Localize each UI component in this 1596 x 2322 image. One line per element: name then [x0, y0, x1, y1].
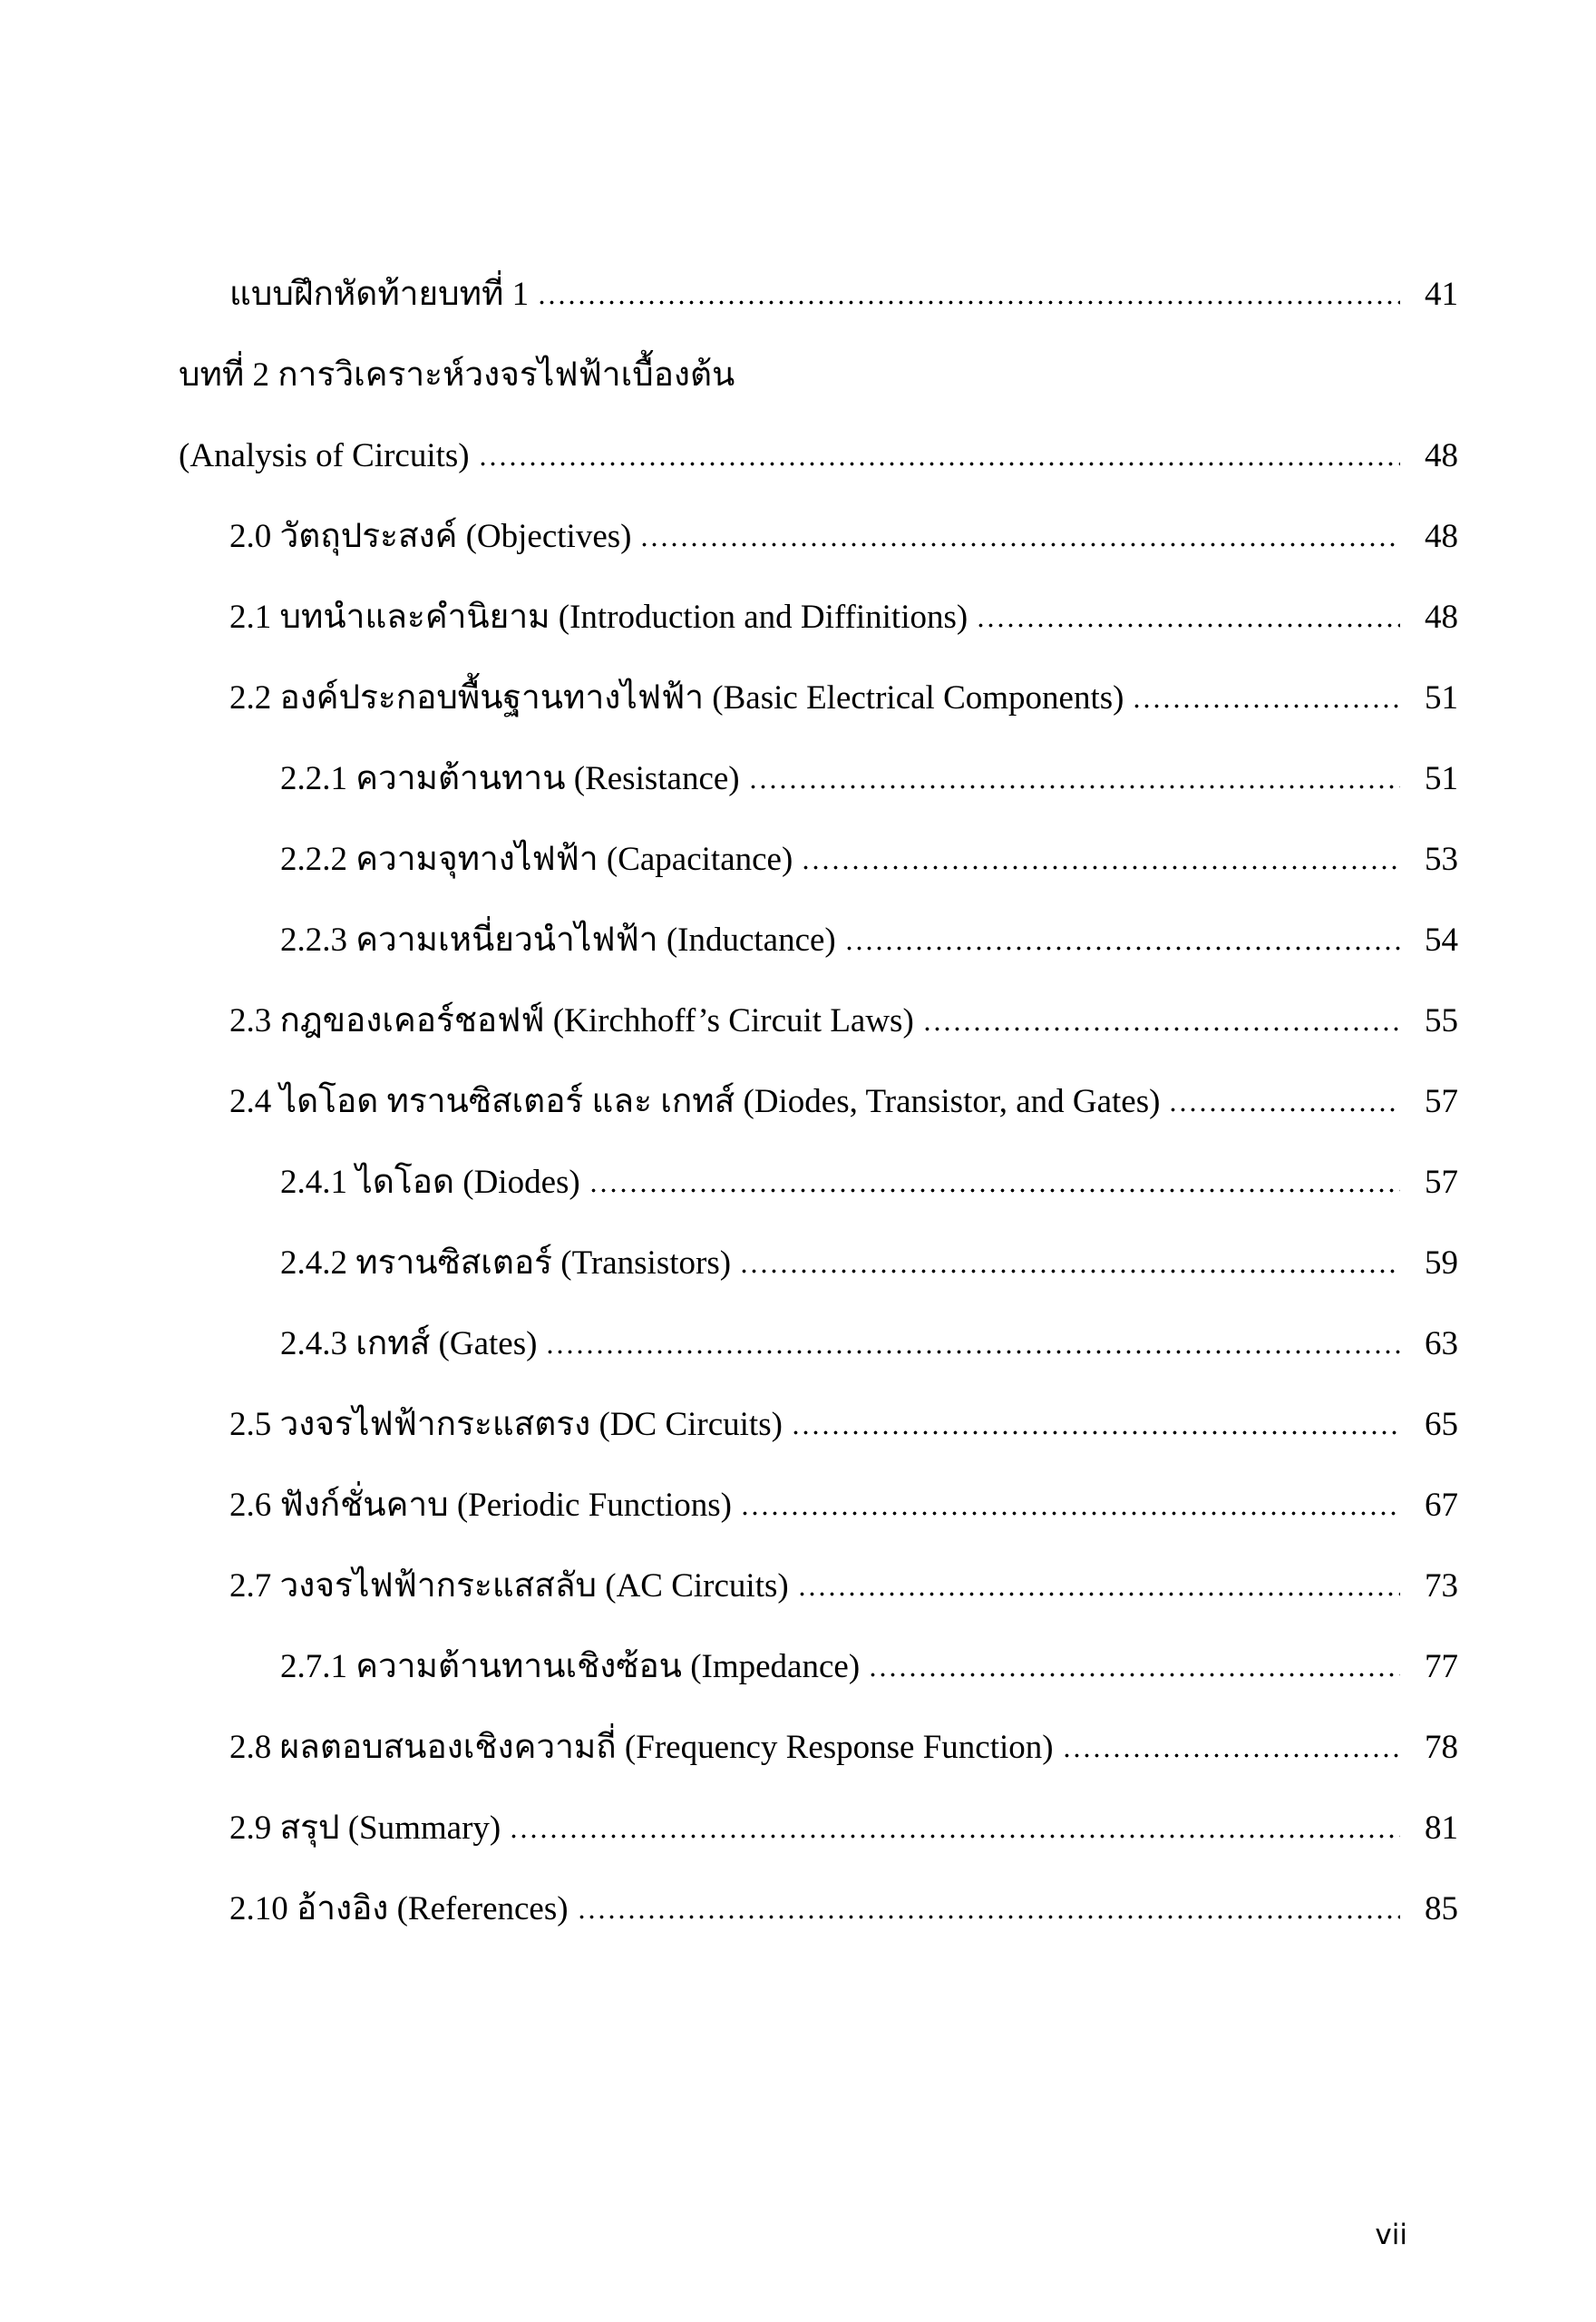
toc-entry-page: 85	[1425, 1890, 1458, 1927]
dot-leader	[540, 300, 1400, 305]
toc-entry-page: 54	[1425, 922, 1458, 959]
toc-entry-page: 57	[1425, 1083, 1458, 1120]
toc-entry-label: แบบฝึกหัดท้ายบทที่ 1	[229, 276, 530, 313]
dot-leader	[803, 865, 1400, 870]
dot-leader	[847, 946, 1400, 951]
toc-entry	[0, 1890, 1458, 1971]
dot-leader	[579, 1915, 1400, 1919]
toc-entry-page: 63	[1425, 1325, 1458, 1362]
toc-entry	[0, 1325, 1458, 1406]
toc-entry	[0, 1002, 1458, 1083]
toc-entry-label: 2.5 วงจรไฟฟ้ากระแสตรง (DC Circuits)	[229, 1406, 783, 1443]
toc-entry-label: 2.2.2 ความจุทางไฟฟ้า (Capacitance)	[280, 841, 793, 878]
toc-entry	[0, 356, 1458, 437]
toc-entry	[0, 276, 1458, 356]
toc-entry-page: 41	[1425, 276, 1458, 313]
toc-entry	[0, 922, 1458, 1002]
toc-entry-page: 51	[1425, 679, 1458, 717]
page-number-footer: vii	[1375, 2219, 1407, 2251]
toc-entry-page: 67	[1425, 1487, 1458, 1524]
toc-entry-label: 2.9 สรุป (Summary)	[229, 1810, 501, 1847]
dot-leader	[743, 1511, 1400, 1516]
toc-entry-page: 48	[1425, 518, 1458, 555]
toc-entry-label: 2.7 วงจรไฟฟ้ากระแสสลับ (AC Circuits)	[229, 1567, 789, 1605]
toc-entry-page: 77	[1425, 1648, 1458, 1685]
dot-leader	[511, 1834, 1400, 1839]
toc-entry-label: 2.2 องค์ประกอบพื้นฐานทางไฟฟ้า (Basic Electrical Components)	[229, 679, 1124, 717]
toc-entry-label: 2.10 อ้างอิง (References)	[229, 1890, 569, 1927]
toc-entry	[0, 1729, 1458, 1810]
toc-entry	[0, 437, 1458, 518]
toc-entry	[0, 1164, 1458, 1244]
toc-entry-page: 78	[1425, 1729, 1458, 1766]
toc-entry-page: 73	[1425, 1567, 1458, 1605]
dot-leader	[1171, 1107, 1400, 1112]
dot-leader	[591, 1188, 1400, 1193]
dot-leader	[642, 542, 1400, 547]
toc-entry-label: (Analysis of Circuits)	[179, 437, 470, 474]
toc-entry-page: 48	[1425, 599, 1458, 636]
toc-entry	[0, 1810, 1458, 1890]
toc-entry-label: 2.7.1 ความต้านทานเชิงซ้อน (Impedance)	[280, 1648, 861, 1685]
dot-leader	[751, 785, 1400, 789]
dot-leader	[1065, 1753, 1400, 1758]
toc-entry	[0, 1487, 1458, 1567]
toc-entry-label: 2.4.1 ไดโอด (Diodes)	[280, 1164, 580, 1201]
toc-entry-label: 2.0 วัตถุประสงค์ (Objectives)	[229, 518, 632, 555]
toc-entry-page: 48	[1425, 437, 1458, 474]
dot-leader	[1134, 704, 1400, 708]
toc-entry	[0, 1244, 1458, 1325]
dot-leader	[978, 623, 1400, 628]
toc-entry	[0, 1567, 1458, 1648]
toc-entry-page: 65	[1425, 1406, 1458, 1443]
dot-leader	[742, 1269, 1400, 1273]
toc-entry	[0, 760, 1458, 841]
toc-entry-label: 2.2.3 ความเหนี่ยวนำไฟฟ้า (Inductance)	[280, 922, 836, 959]
toc-entry-label: 2.3 กฎของเคอร์ชอฟฟ์ (Kirchhoff’s Circuit Laws)	[229, 1002, 914, 1039]
toc-entry-label: 2.4 ไดโอด ทรานซิสเตอร์ และ เกทส์ (Diodes, Transistor, and Gates)	[229, 1083, 1161, 1120]
toc-entry-label: 2.2.1 ความต้านทาน (Resistance)	[280, 760, 740, 797]
toc-entry-page: 53	[1425, 841, 1458, 878]
toc-entry-page: 55	[1425, 1002, 1458, 1039]
toc-entry-label: 2.6 ฟังก์ชั่นคาบ (Periodic Functions)	[229, 1487, 732, 1524]
toc-entry-label: 2.4.2 ทรานซิสเตอร์ (Transistors)	[280, 1244, 732, 1282]
table-of-contents	[0, 276, 1458, 1971]
toc-entry-label: 2.4.3 เกทส์ (Gates)	[280, 1325, 538, 1362]
toc-entry-label: 2.8 ผลตอบสนองเชิงความถี่ (Frequency Response Function)	[229, 1729, 1054, 1766]
toc-entry	[0, 1648, 1458, 1729]
toc-entry	[0, 1406, 1458, 1487]
dot-leader	[793, 1430, 1400, 1435]
toc-entry-page: 59	[1425, 1244, 1458, 1282]
dot-leader	[481, 462, 1400, 466]
toc-entry-page: 57	[1425, 1164, 1458, 1201]
toc-entry-page: 81	[1425, 1810, 1458, 1847]
dot-leader	[800, 1592, 1400, 1596]
toc-entry	[0, 518, 1458, 599]
toc-entry-label: 2.1 บทนำและคำนิยาม (Introduction and Diffinitions)	[229, 599, 968, 636]
toc-entry	[0, 1083, 1458, 1164]
dot-leader	[871, 1673, 1400, 1677]
toc-entry	[0, 599, 1458, 679]
dot-leader	[548, 1350, 1400, 1354]
dot-leader	[925, 1027, 1400, 1031]
toc-entry-page: 51	[1425, 760, 1458, 797]
toc-entry	[0, 841, 1458, 922]
toc-entry-label: บทที่ 2 การวิเคราะห์วงจรไฟฟ้าเบื้องต้น	[179, 356, 735, 394]
toc-entry	[0, 679, 1458, 760]
